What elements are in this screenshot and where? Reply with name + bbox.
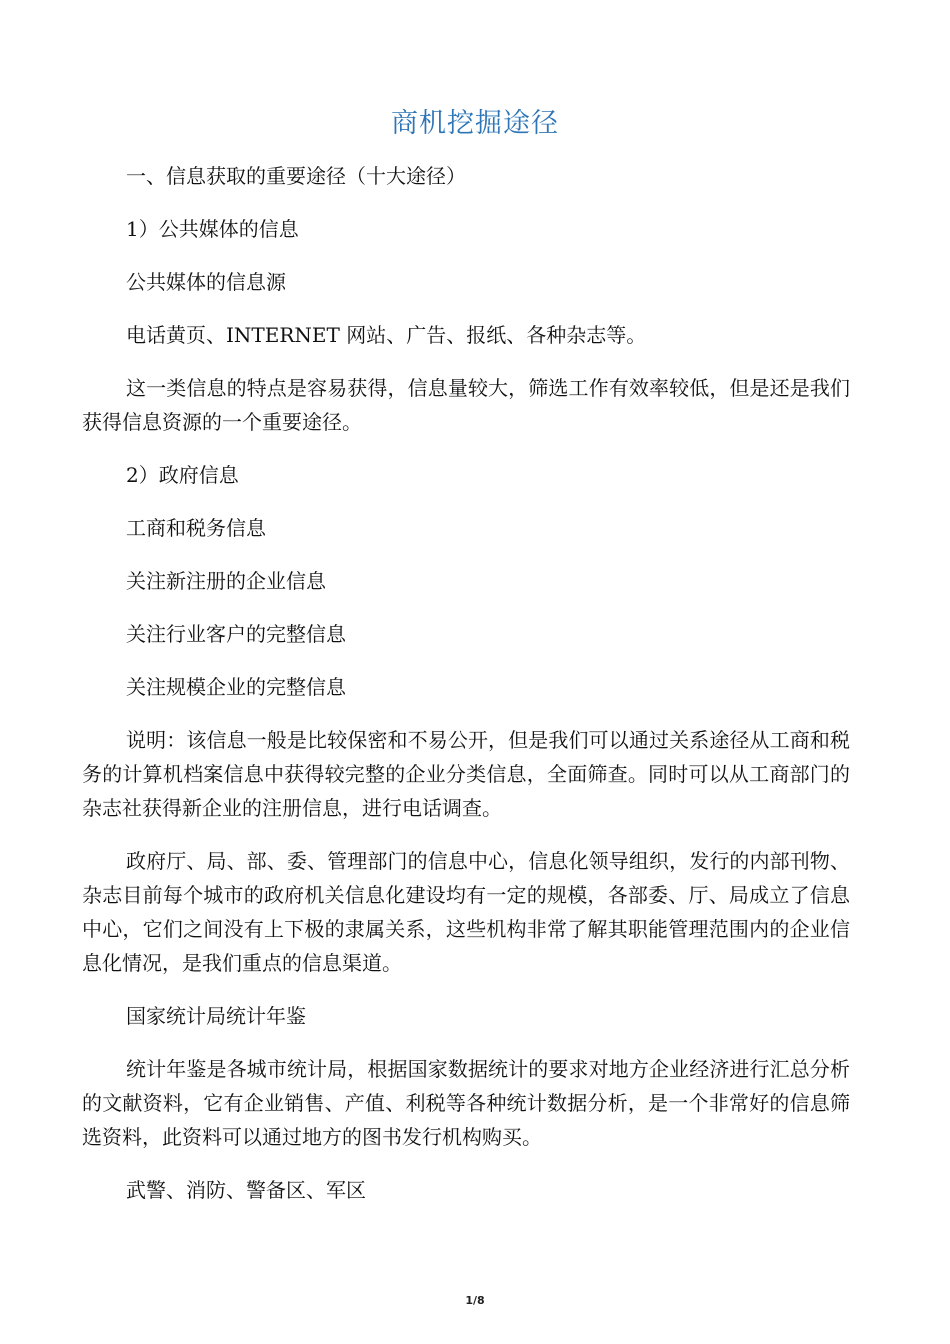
paragraph: 1）公共媒体的信息 (126, 217, 299, 241)
paragraph: 公共媒体的信息源 (126, 270, 286, 294)
paragraph: 国家统计局统计年鉴 (126, 1004, 306, 1028)
paragraph: 统计年鉴是各城市统计局，根据国家数据统计的要求对地方企业经济进行汇总分析的文献资料，它有企业销售、产值、利税等各种统计数据分析，是一个非常好的信息筛选资料，此资料可以通过地方的图书发行机构购买。 (82, 1057, 850, 1149)
paragraph: 电话黄页、INTERNET 网站、广告、报纸、各种杂志等。 (126, 323, 647, 347)
paragraph: 这一类信息的特点是容易获得，信息量较大，筛选工作有效率较低，但是还是我们获得信息资源的一个重要途径。 (82, 376, 850, 434)
paragraph: 关注新注册的企业信息 (126, 569, 326, 593)
document-title: 商机挖掘途径 (391, 108, 559, 139)
paragraph: 关注行业客户的完整信息 (126, 622, 346, 646)
paragraph: 武警、消防、警备区、军区 (126, 1178, 366, 1202)
paragraph: 2）政府信息 (126, 463, 239, 487)
paragraph: 说明：该信息一般是比较保密和不易公开，但是我们可以通过关系途径从工商和税务的计算机档案信息中获得较完整的企业分类信息，全面筛查。同时可以从工商部门的杂志社获得新企业的注册信息，进行电话调查。 (82, 728, 850, 820)
paragraph: 一、信息获取的重要途径（十大途径） (126, 164, 466, 188)
page-number: 1/8 (465, 1294, 485, 1307)
document-body (82, 159, 850, 1226)
paragraph: 关注规模企业的完整信息 (126, 675, 346, 699)
paragraph: 政府厅、局、部、委、管理部门的信息中心，信息化领导组织，发行的内部刊物、杂志目前每个城市的政府机关信息化建设均有一定的规模，各部委、厅、局成立了信息中心，它们之间没有上下极的隶属关系，这些机构非常了解其职能管理范围内的企业信息化情况，是我们重点的信息渠道。 (82, 849, 850, 975)
paragraph: 工商和税务信息 (126, 516, 266, 540)
